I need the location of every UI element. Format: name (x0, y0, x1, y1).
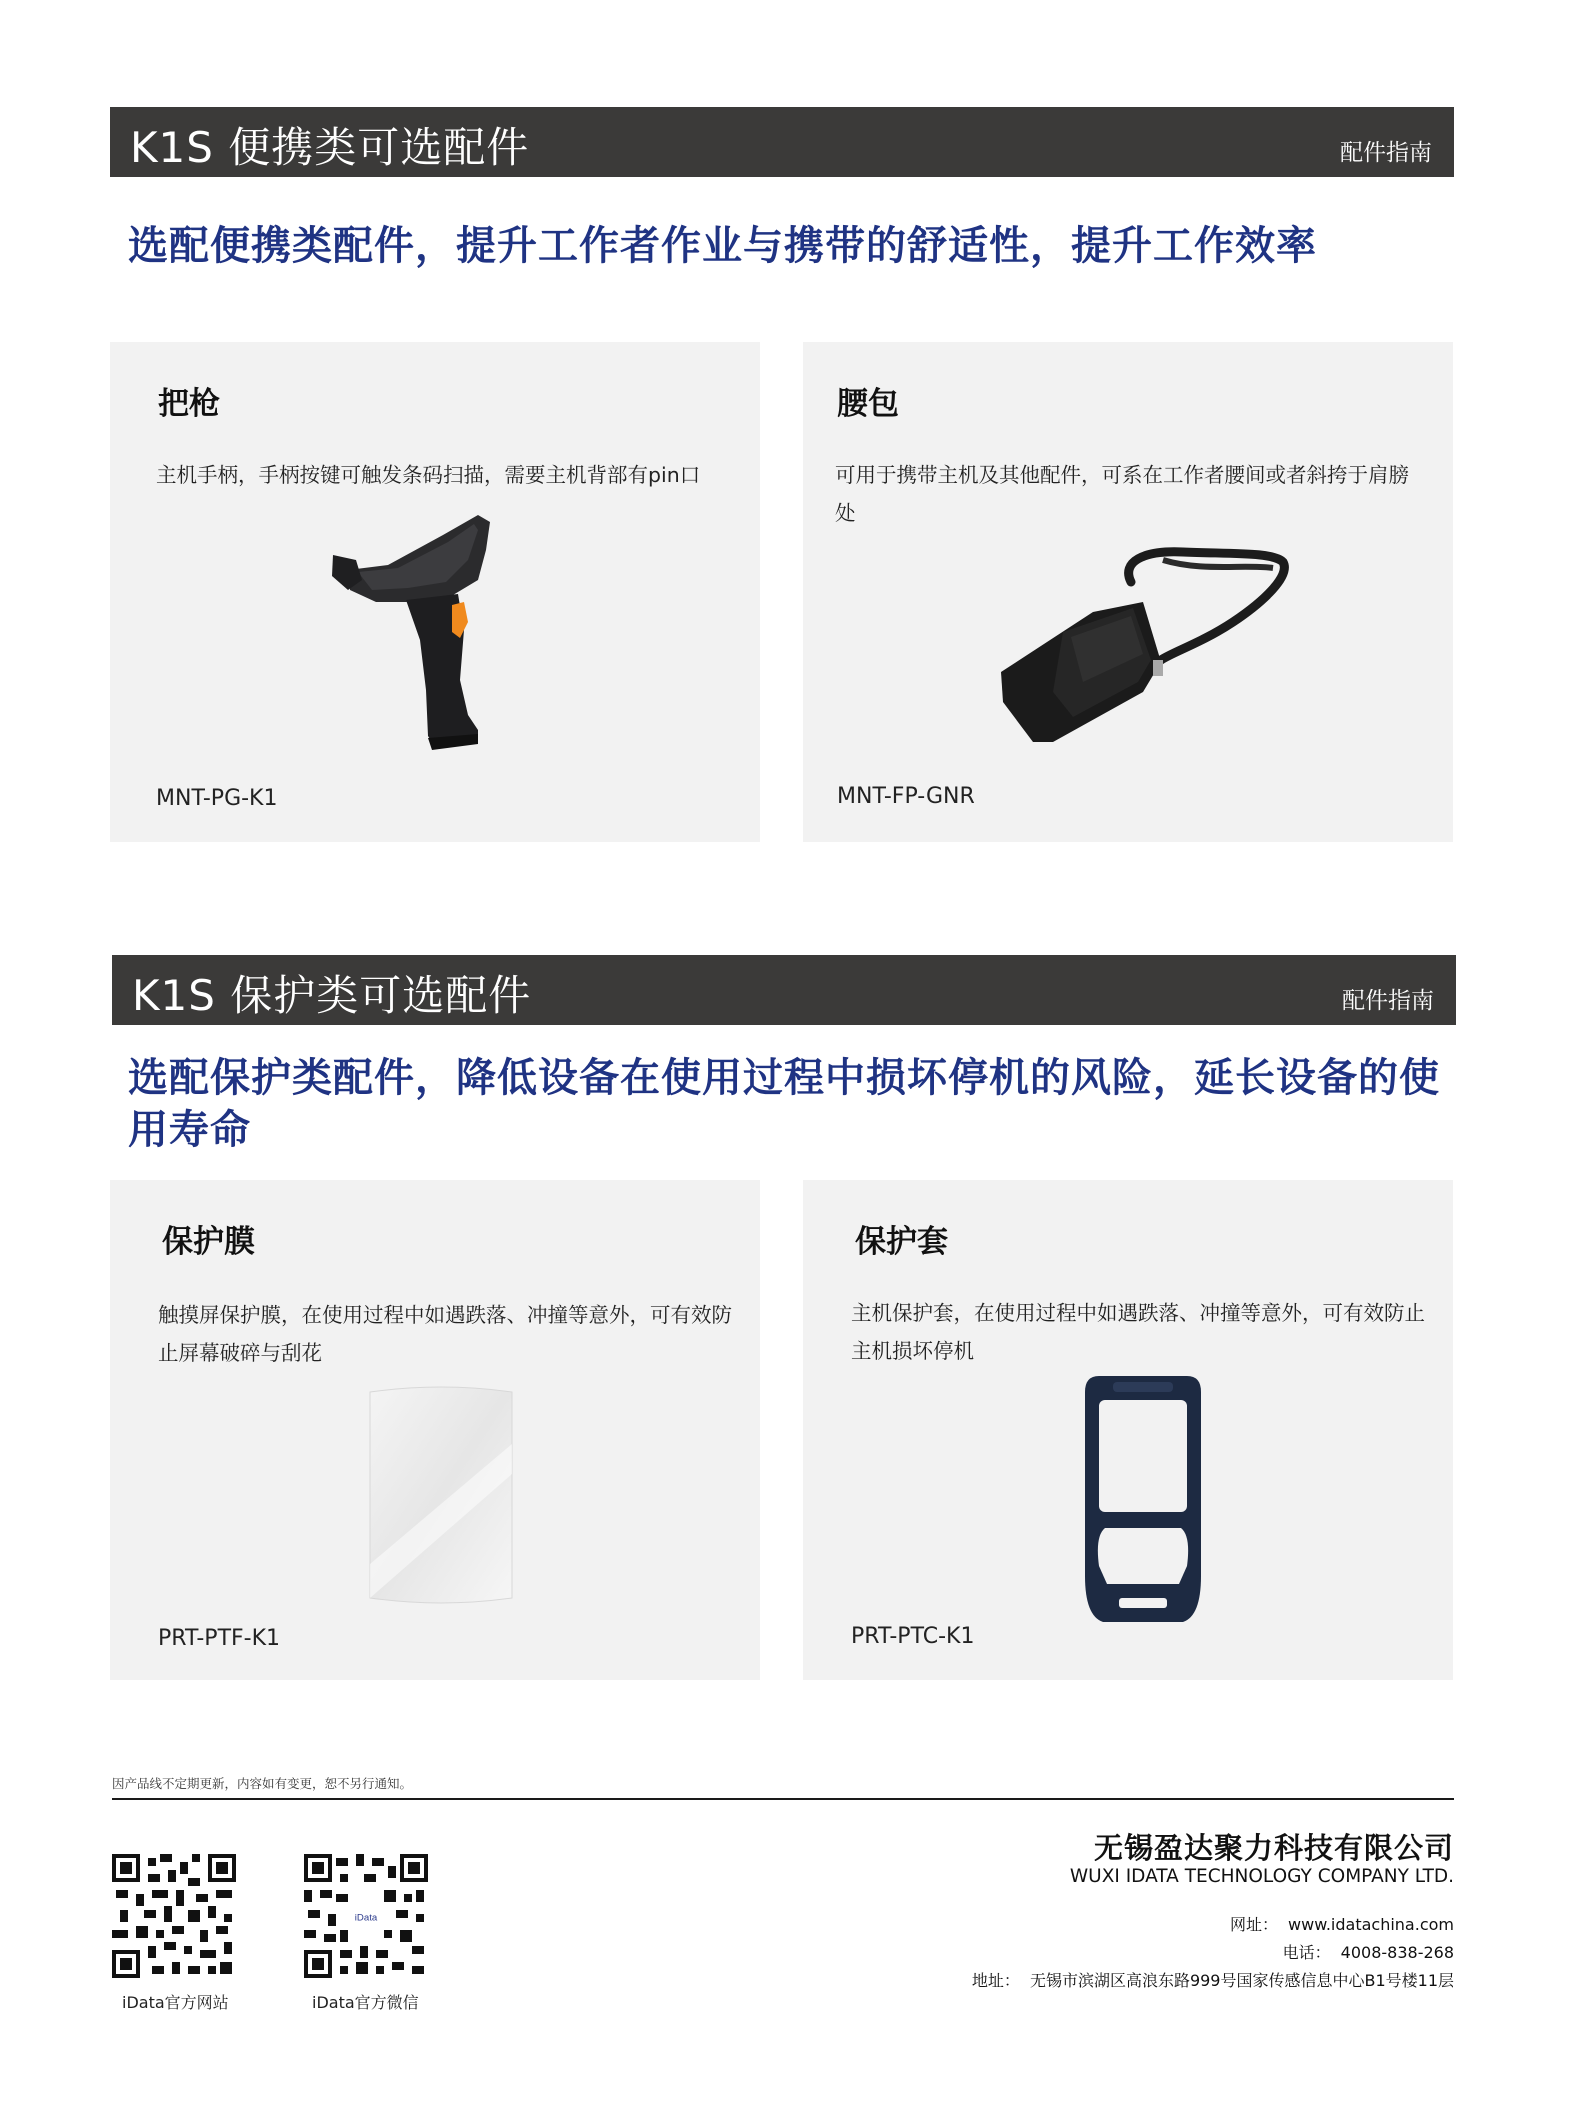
company-name-en: WUXI IDATA TECHNOLOGY COMPANY LTD. (1069, 1866, 1454, 1887)
phone-label: 电话： (1282, 1943, 1331, 1962)
section-header-protective (112, 955, 1456, 1025)
section-headline: 选配便携类配件，提升工作者作业与携带的舒适性，提升工作效率 (128, 223, 1317, 269)
card-title: 把枪 (158, 386, 220, 422)
product-code: MNT-FP-GNR (837, 784, 975, 809)
accessory-card-protective-case (803, 1180, 1453, 1680)
company-phone (1283, 1940, 1454, 1963)
card-title: 保护套 (855, 1224, 948, 1260)
card-description: 触摸屏保护膜，在使用过程中如遇跌落、冲撞等意外，可有效防止屏幕破碎与刮花 (158, 1303, 732, 1365)
disclaimer-note: 因产品线不定期更新，内容如有变更，恕不另行通知。 (112, 1776, 413, 1791)
footer-divider (112, 1798, 1454, 1800)
qr-code-icon (112, 1854, 236, 1978)
section-title: K1S 便携类可选配件 (130, 123, 530, 172)
screen-protector-image (366, 1384, 516, 1606)
accessory-card-waist-pouch (803, 342, 1453, 842)
company-website (1230, 1912, 1454, 1935)
website-label: 网址： (1230, 1915, 1279, 1934)
pistol-grip-image (328, 510, 528, 760)
phone-number: 4008-838-268 (1340, 1943, 1454, 1962)
qr-center-logo: iData (354, 1912, 378, 1924)
product-code: MNT-PG-K1 (156, 786, 278, 811)
card-description: 主机保护套，在使用过程中如遇跌落、冲撞等意外，可有效防止主机损坏停机 (851, 1301, 1425, 1363)
qr-label-wechat: iData官方微信 (312, 1993, 419, 2012)
card-description: 可用于携带主机及其他配件，可系在工作者腰间或者斜挎于肩膀处 (835, 463, 1409, 525)
website-link[interactable]: www.idatachina.com (1288, 1915, 1454, 1934)
company-address (972, 1968, 1454, 1991)
accessory-card-pistol-grip (110, 342, 760, 842)
section-title: K1S 保护类可选配件 (132, 971, 532, 1020)
card-title: 腰包 (837, 386, 899, 422)
product-code: PRT-PTF-K1 (158, 1626, 281, 1651)
address-label: 地址： (971, 1971, 1020, 1990)
address-text: 无锡市滨湖区高浪东路999号国家传感信息中心B1号楼11层 (1029, 1971, 1454, 1990)
qr-label-website: iData官方网站 (122, 1993, 229, 2012)
card-title: 保护膜 (162, 1224, 255, 1260)
section-header-portable (110, 107, 1454, 177)
section-headline: 选配保护类配件，降低设备在使用过程中损坏停机的风险，延长设备的使用寿命 (128, 1055, 1440, 1153)
section-tag: 配件指南 (1340, 140, 1432, 166)
product-code: PRT-PTC-K1 (851, 1624, 975, 1649)
waist-pouch-image (993, 542, 1293, 752)
accessory-card-screen-protector (110, 1180, 760, 1680)
company-name-cn: 无锡盈达聚力科技有限公司 (1093, 1831, 1454, 1865)
qr-code-icon (304, 1854, 428, 1978)
protective-case-image (1083, 1376, 1203, 1626)
card-description: 主机手柄，手柄按键可触发条码扫描，需要主机背部有pin口 (156, 463, 701, 487)
section-tag: 配件指南 (1342, 988, 1434, 1014)
